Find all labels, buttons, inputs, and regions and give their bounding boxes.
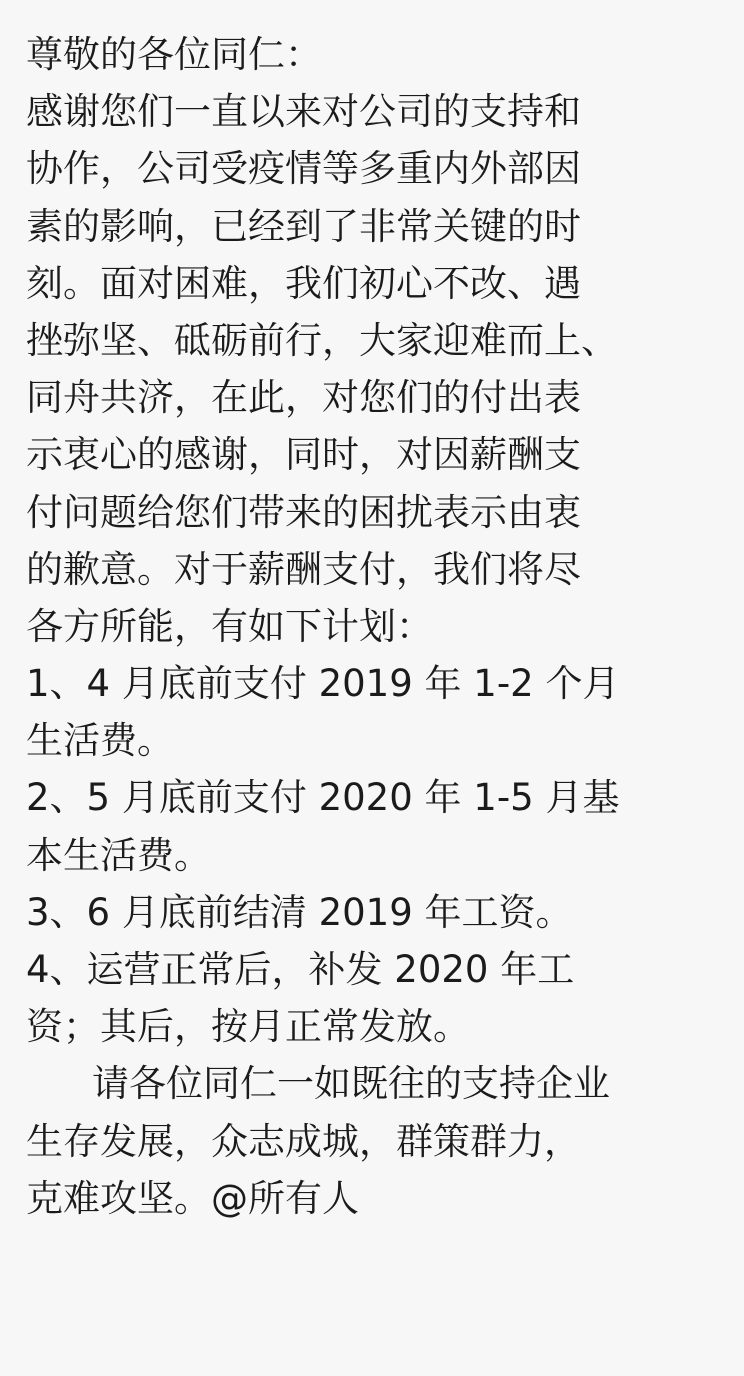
- plan-item-3: 3、6 月底前结清 2019 年工资。: [26, 890, 573, 934]
- body-line: 刻。面对困难，我们初心不改、遇: [26, 261, 581, 305]
- body-line: 的歉意。对于薪酬支付，我们将尽: [26, 547, 581, 591]
- closing-line: 请各位同仁一如既往的支持企业: [92, 1062, 610, 1106]
- body-line: 示衷心的感谢，同时，对因薪酬支: [26, 433, 581, 477]
- greeting-line: 尊敬的各位同仁：: [26, 33, 322, 76]
- body-line: 素的影响，已经到了非常关键的时: [26, 204, 581, 248]
- plan-item-1-cont: 生活费。: [26, 719, 174, 763]
- body-line: 挫弥坚、砥砺前行，大家迎难而上、: [26, 318, 618, 362]
- plan-item-2: 2、5 月底前支付 2020 年 1-5 月基: [26, 776, 620, 820]
- body-line: 同舟共济，在此，对您们的付出表: [26, 376, 581, 420]
- body-line: 感谢您们一直以来对公司的支持和: [26, 90, 581, 134]
- closing-line: 生存发展，众志成城，群策群力，: [26, 1119, 581, 1163]
- body-line: 协作，公司受疫情等多重内外部因: [26, 147, 581, 191]
- plan-item-4: 4、运营正常后，补发 2020 年工: [26, 948, 575, 991]
- plan-item-4-cont: 资；其后，按月正常发放。: [26, 1005, 470, 1049]
- body-line: 付问题给您们带来的困扰表示由衷: [26, 490, 581, 534]
- plan-item-1: 1、4 月底前支付 2019 年 1-2 个月: [26, 662, 620, 706]
- message-text: [26, 0, 731, 1376]
- plan-item-2-cont: 本生活费。: [26, 833, 211, 877]
- closing-mention-line: 克难攻坚。@所有人: [26, 1176, 359, 1220]
- body-line: 各方所能，有如下计划：: [26, 604, 433, 648]
